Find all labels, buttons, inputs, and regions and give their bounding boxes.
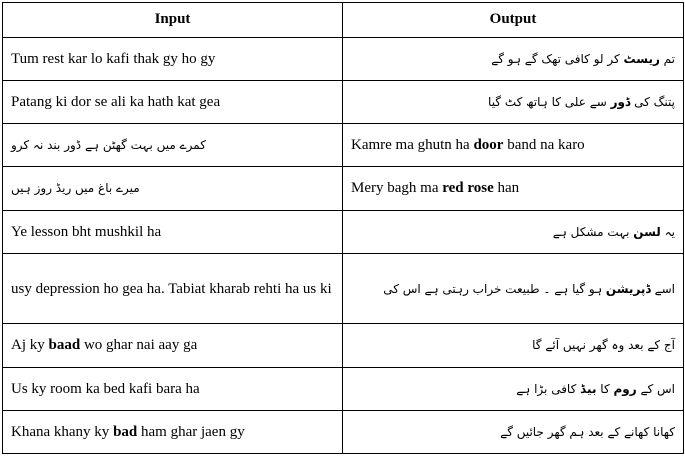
- output-column-header: Output: [343, 3, 684, 38]
- input-cell: میرے باغ میں ریڈ روز ہیں: [3, 167, 343, 210]
- output-cell: تم ریسٹ کر لو کافی تھک گے ہو گے: [343, 37, 684, 80]
- table-row: [3, 324, 684, 367]
- input-cell: Tum rest kar lo kafi thak gy ho gy: [3, 37, 343, 80]
- input-cell: Khana khany ky bad ham ghar jaen gy: [3, 410, 343, 453]
- output-cell: آج کے بعد وہ گھر نہیں آئے گا: [343, 324, 684, 367]
- input-cell: usy depression ho gea ha. Tabiat kharab rehti ha us ki: [3, 253, 343, 324]
- output-cell: یہ لسن بہت مشکل ہے: [343, 210, 684, 253]
- table-row: [3, 37, 684, 80]
- input-cell: Aj ky baad wo ghar nai aay ga: [3, 324, 343, 367]
- translation-table: [2, 2, 684, 454]
- table-row: [3, 80, 684, 123]
- table-row: [3, 124, 684, 167]
- output-cell: پتنگ کی ڈور سے علی کا ہاتھ کٹ گیا: [343, 80, 684, 123]
- input-cell: کمرے میں بہت گھٹن ہے ڈور بند نہ کرو: [3, 124, 343, 167]
- output-cell: Mery bagh ma red rose han: [343, 167, 684, 210]
- input-column-header: Input: [3, 3, 343, 38]
- table-row: [3, 167, 684, 210]
- input-cell: Patang ki dor se ali ka hath kat gea: [3, 80, 343, 123]
- output-cell: اسے ڈپریشن ہو گیا ہے ۔ طبیعت خراب رہتی ہے اس کی: [343, 253, 684, 324]
- table-row: [3, 210, 684, 253]
- input-cell: Ye lesson bht mushkil ha: [3, 210, 343, 253]
- output-cell: اس کے روم کا بیڈ کافی بڑا ہے: [343, 367, 684, 410]
- input-cell: Us ky room ka bed kafi bara ha: [3, 367, 343, 410]
- output-cell: کھانا کھانے کے بعد ہم گھر جائیں گے: [343, 410, 684, 453]
- table-row: [3, 367, 684, 410]
- table-row: [3, 410, 684, 453]
- table-row: [3, 253, 684, 324]
- output-cell: Kamre ma ghutn ha door band na karo: [343, 124, 684, 167]
- header-row: [3, 3, 684, 38]
